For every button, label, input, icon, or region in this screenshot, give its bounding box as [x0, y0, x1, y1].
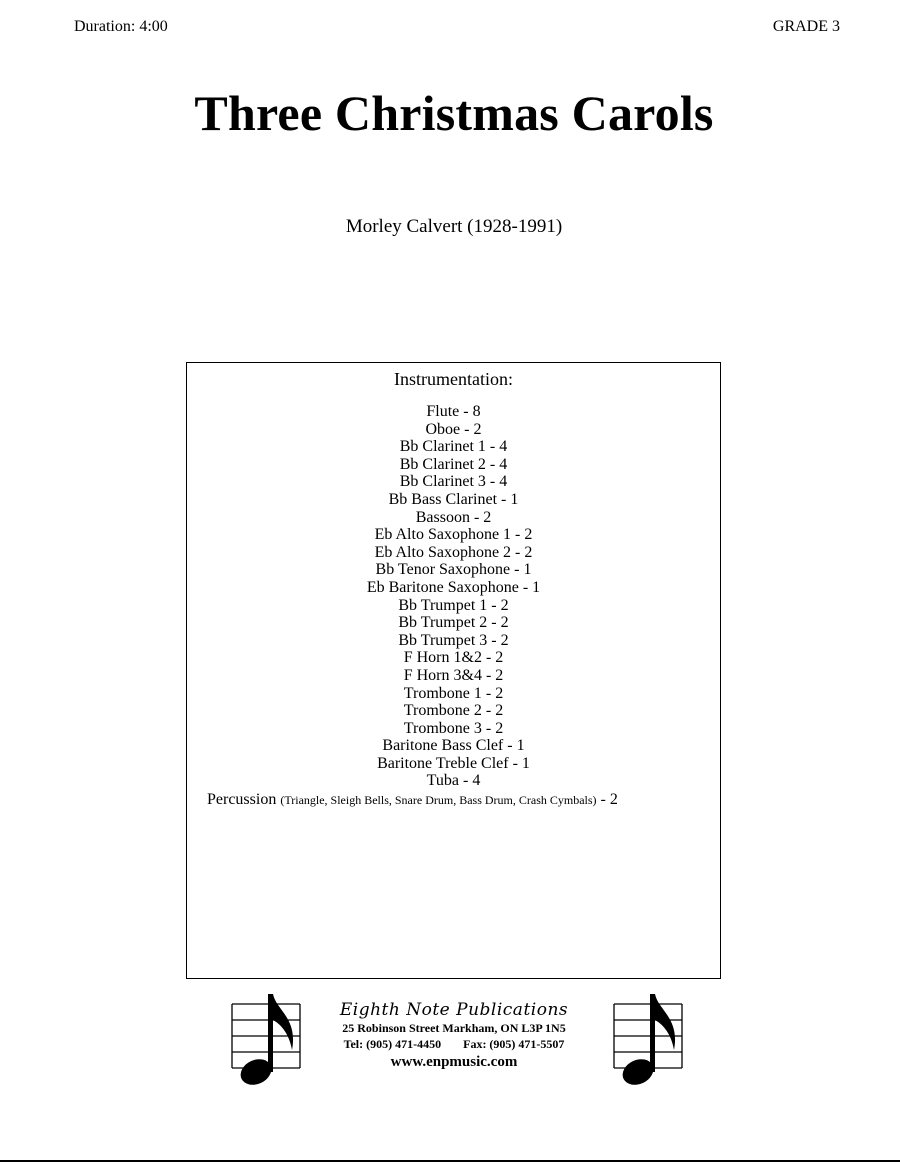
percussion-label: Percussion: [207, 791, 277, 808]
percussion-line: [207, 791, 618, 809]
instrument-item: Bb Clarinet 1 - 4: [399, 438, 508, 456]
instrument-item: Flute - 8: [426, 403, 481, 420]
instrument-item: Tuba - 4: [426, 772, 481, 790]
publisher-block: [0, 990, 900, 1090]
instrument-item: Trombone 3 - 2: [403, 719, 504, 737]
instrument-item: Bb Clarinet 2 - 4: [399, 455, 508, 473]
instrument-item: Bb Trumpet 1 - 2: [398, 596, 509, 614]
duration-label: Duration: 4:00: [74, 18, 168, 35]
instrument-item: Bb Bass Clarinet - 1: [388, 490, 519, 508]
instrument-item: Trombone 2 - 2: [403, 702, 504, 720]
instrument-item: Oboe - 2: [425, 420, 482, 438]
instrument-item: Bb Clarinet 3 - 4: [399, 473, 508, 491]
eighth-note-logo-icon: [608, 990, 684, 1088]
instrumentation-box: [186, 362, 721, 979]
instrument-item: Bb Trumpet 2 - 2: [398, 614, 509, 632]
eighth-note-logo-icon: [226, 990, 302, 1088]
bottom-rule: [0, 1160, 900, 1162]
composer: Morley Calvert (1928-1991): [345, 216, 563, 237]
instrumentation-heading: Instrumentation:: [394, 369, 513, 389]
instrument-item: Bb Tenor Saxophone - 1: [375, 561, 532, 579]
publisher-info: [318, 990, 590, 1072]
instrument-item: Baritone Bass Clef - 1: [382, 737, 525, 755]
percussion-detail: (Triangle, Sleigh Bells, Snare Drum, Bass Drum, Crash Cymbals): [280, 793, 597, 807]
publisher-website: www.enpmusic.com: [390, 1054, 518, 1070]
percussion-count: - 2: [600, 791, 618, 808]
instrument-item: Eb Baritone Saxophone - 1: [366, 578, 541, 596]
instrument-item: Bb Trumpet 3 - 2: [398, 631, 509, 649]
instrument-item: Baritone Treble Clef - 1: [377, 754, 530, 772]
instrument-item: F Horn 1&2 - 2: [403, 649, 504, 667]
publisher-tel: Tel: (905) 471-4450: [343, 1037, 442, 1051]
instrument-item: F Horn 3&4 - 2: [403, 666, 504, 684]
publisher-name: Eighth Note Publications: [339, 1000, 569, 1020]
instrument-item: Bassoon - 2: [415, 508, 492, 526]
publisher-phone-line: [318, 1036, 590, 1052]
instrument-list: [187, 403, 720, 790]
instrument-item: Eb Alto Saxophone 2 - 2: [374, 543, 533, 561]
publisher-fax: Fax: (905) 471-5507: [463, 1037, 565, 1051]
instrument-item: Trombone 1 - 2: [403, 684, 504, 702]
page-title: Three Christmas Carols: [194, 85, 714, 141]
grade-label: GRADE 3: [772, 18, 840, 35]
publisher-address: 25 Robinson Street Markham, ON L3P 1N5: [342, 1021, 566, 1035]
instrument-item: Eb Alto Saxophone 1 - 2: [374, 526, 533, 544]
